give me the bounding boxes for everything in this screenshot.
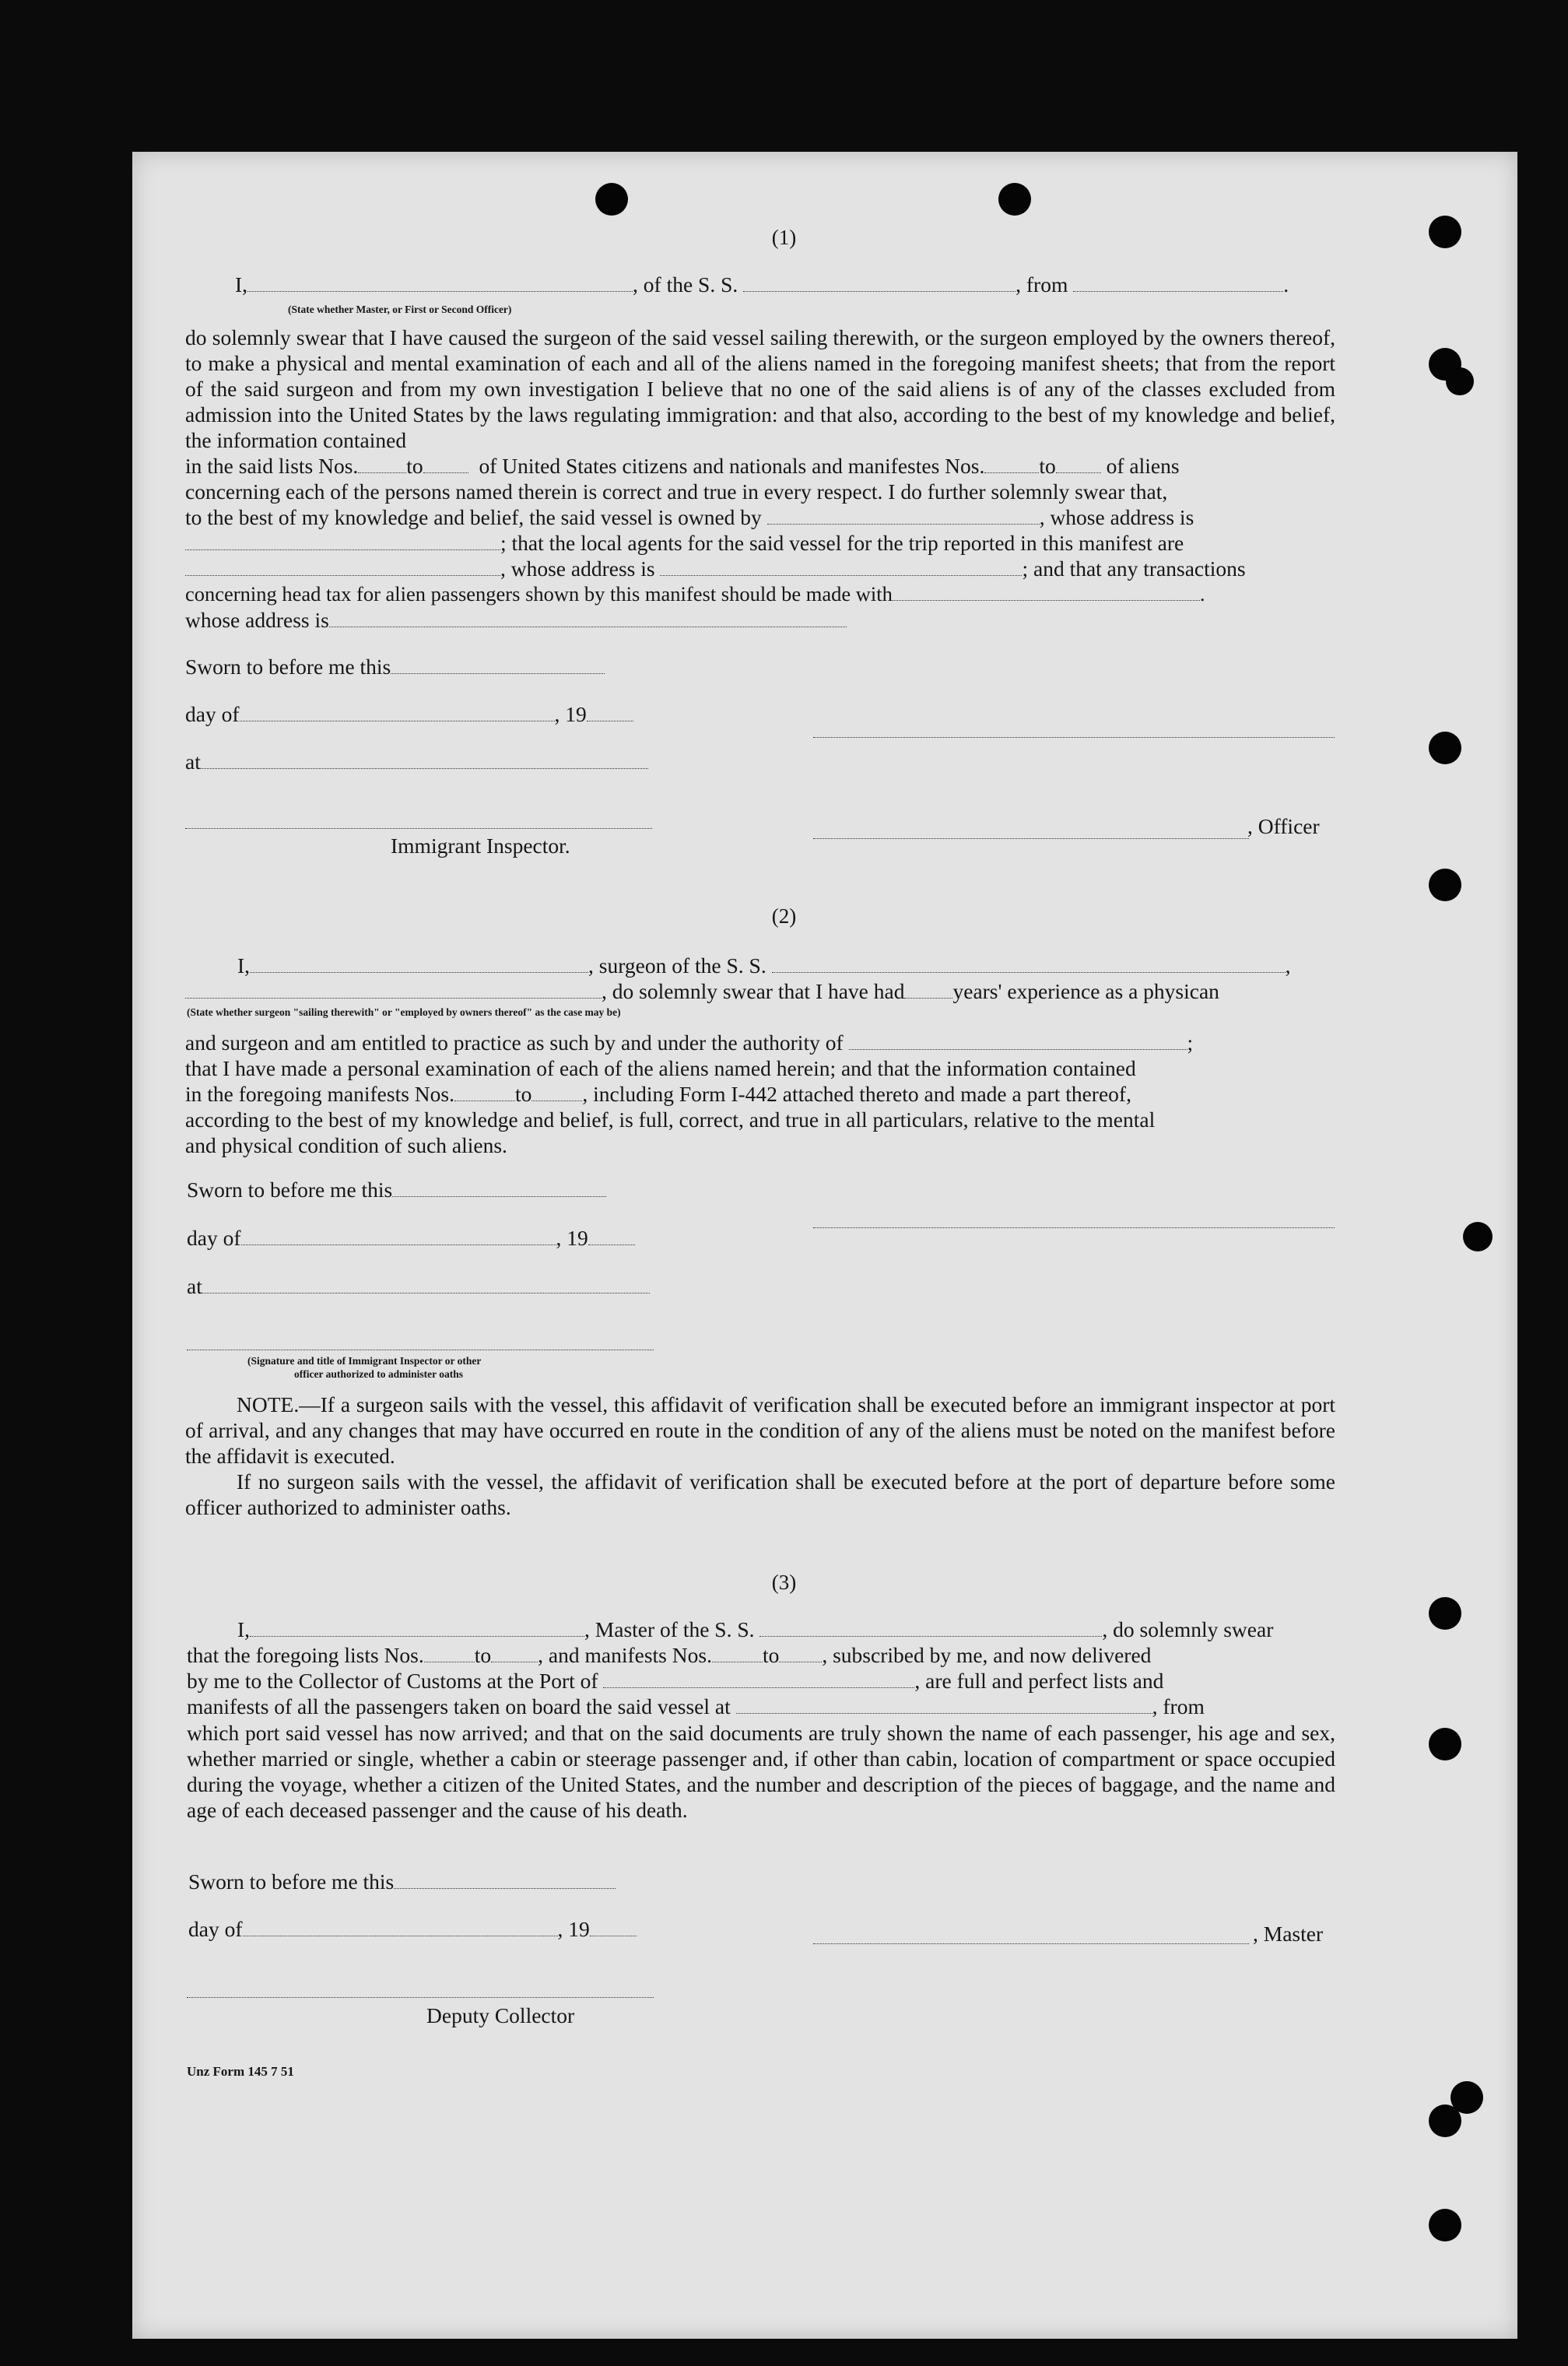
note-block bbox=[185, 1392, 1335, 1520]
s2-day-label: day of bbox=[187, 1226, 241, 1250]
s3-from-label: , from bbox=[1152, 1694, 1205, 1718]
s2-surgeon-ss-label: , surgeon of the S. S. bbox=[588, 953, 766, 978]
s2-year-field[interactable] bbox=[588, 1227, 635, 1245]
s1-owner-address-label: , whose address is bbox=[1039, 505, 1194, 529]
s3-collector-sig-line[interactable] bbox=[187, 1996, 654, 1998]
s3-paragraph-text: which port said vessel has now arrived; and that on the said documents are truly shown the name of each passenger, his age and sex, whether married or single, whether a cabin or steerage passenger and, if other than cabin, location of compartment or space occupied during the voyage, whether a citizen of the United States, and the number and description of the pieces of baggage, and the name and age of each deceased passenger and the cause of his death. bbox=[187, 1721, 1335, 1822]
s2-line-2 bbox=[185, 979, 1219, 1004]
s1-signature-line-1[interactable] bbox=[813, 735, 1335, 738]
s3-master-name-field[interactable] bbox=[250, 1619, 584, 1637]
s3-sworn-label: Sworn to before me this bbox=[188, 1869, 395, 1894]
punch-hole bbox=[1429, 1728, 1461, 1760]
s1-manifests-to-field[interactable] bbox=[1056, 455, 1101, 473]
s2-line-3 bbox=[185, 1030, 1193, 1055]
s3-year-label: , 19 bbox=[557, 1917, 590, 1941]
punch-hole bbox=[1429, 1597, 1461, 1630]
s1-owned-label: to the best of my knowledge and belief, the said vessel is owned by bbox=[185, 505, 762, 529]
s1-headtax-field[interactable] bbox=[893, 583, 1200, 601]
punch-hole bbox=[998, 183, 1031, 216]
form-number: Unz Form 145 7 51 bbox=[187, 2064, 294, 2079]
s1-agents-address-field[interactable] bbox=[660, 558, 1022, 576]
s1-oath-text: do solemnly swear that I have caused the surgeon of the said vessel sailing therewith, or the surgeon employed by the owners thereof, to make a physical and mental examination of each and all of the aliens named in the foregoing manifest sheets; that from the report of the said surgeon and from my own investigation I believe that no one of the said aliens is of any of the classes excluded from admission into the United States by the laws regulating immigration: and that also, according to the best of my knowledge and belief, the information contained bbox=[185, 325, 1335, 452]
s2-year-label: , 19 bbox=[556, 1226, 588, 1250]
note-paragraph-2: If no surgeon sails with the vessel, the affidavit of verification shall be executed before at the port of departure before some officer authorized to administer oaths. bbox=[185, 1469, 1335, 1519]
punch-hole bbox=[1446, 367, 1474, 395]
s2-at-label: at bbox=[187, 1274, 202, 1298]
s2-form-label: , including Form I-442 attached thereto and made a part thereof, bbox=[582, 1082, 1131, 1106]
s3-paragraph bbox=[187, 1720, 1335, 1823]
s1-sworn-line bbox=[185, 655, 605, 679]
section-3-number: (3) bbox=[771, 1571, 797, 1594]
s2-semicolon: ; bbox=[1187, 1030, 1194, 1055]
s2-manifests-to-field[interactable] bbox=[531, 1083, 582, 1101]
s1-agents-line bbox=[185, 531, 1184, 556]
s2-officer-sig-line[interactable] bbox=[187, 1348, 654, 1350]
s2-line-6: according to the best of my knowledge and belief, is full, correct, and true in all particulars, relative to the mental bbox=[185, 1108, 1156, 1132]
s1-oath-paragraph bbox=[185, 325, 1335, 453]
s2-vessel-field[interactable] bbox=[772, 955, 1286, 973]
s1-lists-label: in the said lists Nos. bbox=[185, 454, 359, 478]
s3-day-field[interactable] bbox=[243, 1918, 558, 1936]
s2-role-field[interactable] bbox=[185, 981, 602, 999]
s1-from-field[interactable] bbox=[1073, 274, 1283, 292]
punch-hole bbox=[1463, 1222, 1493, 1251]
s3-manifests-to-field[interactable] bbox=[779, 1645, 822, 1662]
s1-period-2: . bbox=[1199, 582, 1205, 606]
s3-deputy-label: Deputy Collector bbox=[426, 2003, 575, 2027]
note-paragraph-1: NOTE.—If a surgeon sails with the vessel, this affidavit of verification shall be executed before an immigrant inspector at port of arrival, and any changes that may have occurred en route in the condition of any of the aliens must be noted on the manifest before the affidavit is executed. bbox=[185, 1392, 1335, 1468]
s2-i-label: I, bbox=[237, 953, 251, 978]
s1-officer-field[interactable] bbox=[247, 274, 633, 292]
s2-comma: , bbox=[1285, 953, 1291, 978]
s1-vessel-field[interactable] bbox=[743, 274, 1016, 292]
s3-lists-to-field[interactable] bbox=[491, 1645, 538, 1662]
s1-address-label: whose address is bbox=[185, 608, 329, 632]
s2-line-1 bbox=[237, 953, 1290, 978]
s1-period: . bbox=[1283, 272, 1289, 297]
s2-experience-label: years' experience as a physican bbox=[952, 979, 1219, 1003]
s2-years-field[interactable] bbox=[904, 981, 952, 999]
s3-vessel-field[interactable] bbox=[759, 1619, 1102, 1637]
s3-to-label-2: to bbox=[762, 1643, 780, 1667]
s1-opening-line bbox=[235, 272, 1289, 297]
punch-hole bbox=[1429, 2104, 1461, 2137]
section-2-number: (2) bbox=[771, 904, 797, 928]
s2-sworn-label: Sworn to before me this bbox=[187, 1178, 393, 1202]
s1-manifests-from-field[interactable] bbox=[984, 455, 1039, 473]
s3-taken-label: manifests of all the passengers taken on board the said vessel at bbox=[187, 1694, 731, 1718]
s1-address-field[interactable] bbox=[329, 609, 847, 627]
punch-hole bbox=[1429, 732, 1461, 764]
s2-authority-label: and surgeon and am entitled to practice as such by and under the authority of bbox=[185, 1030, 844, 1055]
s3-day-label: day of bbox=[188, 1917, 243, 1941]
s2-at-line bbox=[187, 1274, 650, 1299]
s1-officer-hint: (State whether Master, or First or Second Officer) bbox=[288, 304, 512, 315]
section-1-number: (1) bbox=[771, 226, 797, 249]
s2-line-5 bbox=[185, 1082, 1131, 1107]
s1-at-line bbox=[185, 749, 648, 774]
s1-headtax-label: concerning head tax for alien passengers shown by this manifest should be made with bbox=[185, 582, 893, 606]
s3-line-2 bbox=[187, 1643, 1151, 1668]
s3-lists-perfect-label: , are full and perfect lists and bbox=[914, 1669, 1164, 1693]
s3-lists-label: that the foregoing lists Nos. bbox=[187, 1643, 424, 1667]
s1-lists-to-field[interactable] bbox=[423, 455, 468, 473]
s2-sig-hint-1: (Signature and title of Immigrant Inspector or other bbox=[247, 1355, 482, 1367]
s3-port-label: by me to the Collector of Customs at the Port of bbox=[187, 1669, 598, 1693]
s2-at-field[interactable] bbox=[202, 1276, 650, 1294]
punch-hole bbox=[595, 183, 628, 216]
s3-to-label: to bbox=[474, 1643, 492, 1667]
s3-day-line bbox=[188, 1917, 637, 1942]
s1-agents-label: ; that the local agents for the said vessel for the trip reported in this manifest are bbox=[500, 531, 1184, 555]
s1-headtax-line bbox=[185, 582, 1205, 606]
s2-surgeon-sig-line[interactable] bbox=[813, 1226, 1335, 1228]
punch-hole bbox=[1429, 2209, 1461, 2241]
s3-line-1 bbox=[237, 1617, 1273, 1642]
s1-owned-line bbox=[185, 505, 1194, 530]
s3-master-ss-label: , Master of the S. S. bbox=[584, 1617, 755, 1641]
s2-manifests-from-field[interactable] bbox=[454, 1083, 515, 1101]
s2-role-hint: (State whether surgeon "sailing therewith" or "employed by owners thereof" as the case may be) bbox=[187, 1006, 621, 1018]
s2-day-field[interactable] bbox=[241, 1227, 556, 1245]
s1-owner-field[interactable] bbox=[767, 507, 1040, 525]
s3-manifests-from-field[interactable] bbox=[712, 1645, 763, 1662]
s1-from-label: , from bbox=[1016, 272, 1068, 297]
s3-line-4 bbox=[187, 1694, 1205, 1719]
s1-year-field[interactable] bbox=[587, 704, 633, 721]
s1-at-label: at bbox=[185, 749, 201, 774]
s2-sworn-line bbox=[187, 1178, 606, 1202]
s3-delivered-label: , subscribed by me, and now delivered bbox=[822, 1643, 1152, 1667]
s3-i-label: I, bbox=[237, 1617, 251, 1641]
s1-inspector-sig-line[interactable] bbox=[185, 827, 652, 829]
s1-of-ss-label: , of the S. S. bbox=[633, 272, 738, 297]
s3-boarded-at-field[interactable] bbox=[736, 1696, 1152, 1714]
s1-agents-field[interactable] bbox=[185, 558, 500, 576]
s2-authority-field[interactable] bbox=[849, 1032, 1187, 1050]
s3-master-sig-line[interactable] bbox=[813, 1942, 1249, 1944]
s1-concerning-line: concerning each of the persons named therein is correct and true in every respect. I do further solemnly swear that, bbox=[185, 479, 1168, 504]
s3-sworn-line bbox=[188, 1869, 616, 1894]
s1-officer-label: , Officer bbox=[1247, 814, 1320, 838]
s2-day-line bbox=[187, 1226, 635, 1251]
s2-surgeon-name-field[interactable] bbox=[250, 955, 588, 973]
s1-owner-address-field[interactable] bbox=[185, 532, 500, 550]
s1-year-label: , 19 bbox=[554, 702, 587, 726]
s3-sworn-field[interactable] bbox=[394, 1871, 616, 1889]
s2-manifests-label: in the foregoing manifests Nos. bbox=[185, 1082, 454, 1106]
s1-sworn-field[interactable] bbox=[391, 656, 605, 674]
s3-year-field[interactable] bbox=[590, 1918, 637, 1936]
s1-day-field[interactable] bbox=[240, 704, 555, 721]
s1-day-label: day of bbox=[185, 702, 240, 726]
s2-to-label: to bbox=[514, 1082, 532, 1106]
s1-to-label-2: to bbox=[1039, 454, 1056, 478]
s3-swear-label: , do solemnly swear bbox=[1102, 1617, 1274, 1641]
s2-swear-label: , do solemnly swear that I have had bbox=[602, 979, 905, 1003]
s2-sworn-field[interactable] bbox=[392, 1179, 606, 1197]
s3-line-3 bbox=[187, 1669, 1163, 1694]
s1-address-line bbox=[185, 608, 847, 633]
s1-agents-address-label: , whose address is bbox=[500, 556, 655, 581]
s2-line-4: that I have made a personal examination of each of the aliens named herein; and that the information contained bbox=[185, 1056, 1136, 1080]
s1-aliens-label: of aliens bbox=[1106, 454, 1180, 478]
s1-to-label: to bbox=[406, 454, 423, 478]
punch-hole bbox=[1429, 869, 1461, 901]
s1-sworn-label: Sworn to before me this bbox=[185, 655, 391, 679]
s3-port-field[interactable] bbox=[603, 1670, 914, 1688]
s3-lists-from-field[interactable] bbox=[424, 1645, 475, 1662]
s1-day-line bbox=[185, 702, 633, 727]
s3-manifests-label: , and manifests Nos. bbox=[538, 1643, 712, 1667]
s1-lists-from-field[interactable] bbox=[358, 455, 406, 473]
s2-sig-hint-2: officer authorized to administer oaths bbox=[294, 1368, 463, 1380]
s1-i-label: I, bbox=[235, 272, 248, 297]
s1-inspector-label: Immigrant Inspector. bbox=[391, 834, 570, 858]
s1-at-field[interactable] bbox=[201, 751, 648, 769]
s3-master-label: , Master bbox=[1253, 1922, 1324, 1946]
s1-lists-line bbox=[185, 454, 1180, 479]
s1-transactions-label: ; and that any transactions bbox=[1022, 556, 1246, 581]
s1-manifests-label: of United States citizens and nationals and manifestes Nos. bbox=[479, 454, 985, 478]
s1-officer-sig-line[interactable] bbox=[813, 837, 1249, 839]
s1-whose-line bbox=[185, 556, 1246, 581]
s2-line-7: and physical condition of such aliens. bbox=[185, 1133, 507, 1157]
